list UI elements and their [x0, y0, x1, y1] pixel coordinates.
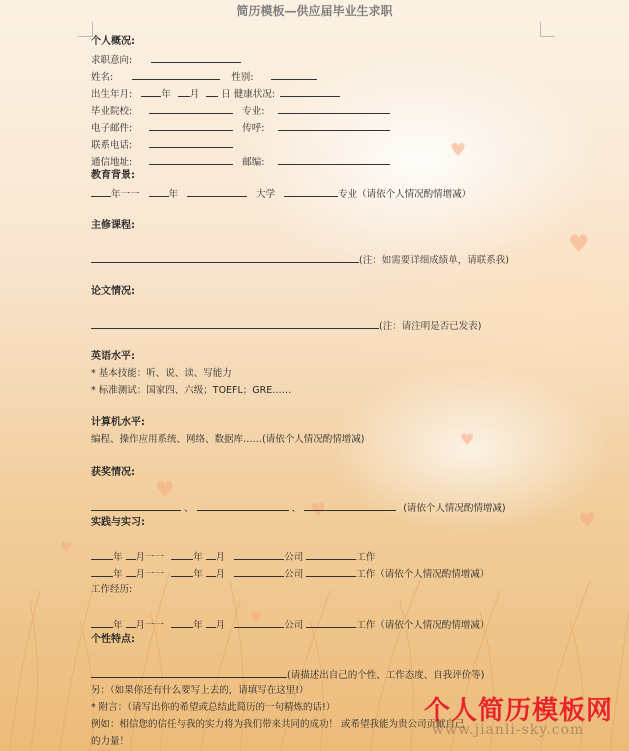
thesis-note: (注：请注明是否已发表) [379, 321, 482, 332]
english-skill-item: * 基本技能：听、说、读、写能力 [91, 368, 232, 379]
section-heading-traits: 个性特点: [91, 634, 135, 645]
brand-watermark: 个人简历模板网 [424, 696, 614, 726]
heart-decoration-icon: ♥ [310, 500, 327, 521]
name-row [91, 69, 317, 85]
objective-field[interactable] [151, 52, 241, 63]
section-heading-thesis: 论文情况: [91, 286, 135, 297]
work-note: 工作（请依个人情况酌情增减） [356, 620, 490, 631]
major-label: 专业: [242, 106, 265, 117]
practice-end-month-field[interactable] [206, 549, 216, 560]
example-text-1: 例如：相信您的信任与我的实力将为我们带来共同的成功！ 或希望我能为贵公司贡献自己 [91, 719, 465, 730]
phone-label: 联系电话: [91, 140, 133, 151]
heart-decoration-icon: ♥ [578, 508, 596, 532]
birth-month-field[interactable] [178, 86, 190, 97]
section-heading-awards: 获奖情况: [91, 467, 135, 478]
award-separator: 、 [184, 503, 194, 514]
month-label: 月 [215, 552, 226, 563]
education-row [91, 186, 471, 202]
university-field[interactable] [187, 186, 247, 197]
month-dash-label: 月一一 [135, 569, 165, 580]
address-row [91, 154, 390, 170]
heart-decoration-icon: ♥ [568, 230, 590, 258]
health-label: 健康状况: [233, 89, 276, 100]
work-label: 工作 [356, 552, 376, 563]
courses-field[interactable] [91, 252, 359, 263]
heart-decoration-icon: ♥ [250, 610, 263, 626]
practice-row [91, 566, 489, 582]
heart-decoration-icon: ♥ [60, 540, 73, 556]
heart-decoration-icon: ♥ [460, 430, 475, 449]
edu-major-field[interactable] [284, 186, 338, 197]
zip-label: 邮编: [242, 157, 265, 168]
section-heading-courses: 主修课程: [91, 220, 135, 231]
year-label: 年 [113, 569, 123, 580]
school-field[interactable] [149, 103, 233, 114]
year-label: 年 [113, 620, 123, 631]
work-experience-label: 工作经历: [91, 584, 133, 595]
company-field[interactable] [234, 566, 284, 577]
month-label: 月 [215, 569, 226, 580]
year-label: 年 [193, 620, 203, 631]
traits-note: (请描述出自己的个性、工作态度、自我评价等) [287, 670, 485, 681]
other-note: 另：（如果你还有什么要写上去的，请填写在这里!） [91, 685, 309, 696]
university-label: 大学 [256, 189, 276, 200]
edu-year-label: 年 [168, 189, 179, 200]
address-label: 通信地址: [91, 157, 133, 168]
edu-start-year-field[interactable] [91, 186, 111, 197]
year-label: 年 [113, 552, 123, 563]
birth-row [91, 86, 340, 102]
page-title: 简历模板—供应届毕业生求职 [236, 4, 393, 18]
thesis-row [91, 318, 481, 334]
brand-url-watermark: www.jianli-sky.com [432, 722, 585, 738]
objective-label: 求职意向: [91, 55, 133, 66]
zip-field[interactable] [278, 154, 390, 165]
company-label: 公司 [284, 569, 304, 580]
gender-label: 性别: [231, 72, 254, 83]
edu-end-year-field[interactable] [149, 186, 169, 197]
heart-decoration-icon: ♥ [450, 140, 467, 161]
practice-end-year-field[interactable] [171, 549, 193, 560]
section-heading-practice: 实践与实习: [91, 517, 145, 528]
edu-major-note: 专业（请依个人情况酌情增减） [338, 189, 472, 200]
award-field-2[interactable] [197, 500, 289, 511]
phone-field[interactable] [149, 137, 233, 148]
major-field[interactable] [278, 103, 390, 114]
awards-note: (请依个人情况酌情增减) [403, 503, 506, 514]
year-label: 年 [193, 552, 203, 563]
award-field-3[interactable] [304, 500, 396, 511]
margin-corner-mark [540, 22, 555, 37]
birth-year-field[interactable] [141, 86, 161, 97]
traits-row [91, 667, 484, 683]
practice-end-year-field[interactable] [171, 566, 193, 577]
pager-label: 传呼: [242, 123, 265, 134]
job-field[interactable] [306, 617, 356, 628]
company-field[interactable] [234, 549, 284, 560]
pager-field[interactable] [278, 120, 390, 131]
school-label: 毕业院校: [91, 106, 133, 117]
month-dash-label: 月一一 [135, 552, 165, 563]
practice-start-year-field[interactable] [91, 549, 113, 560]
practice-end-month-field[interactable] [206, 617, 216, 628]
traits-field[interactable] [91, 667, 287, 678]
english-test-item: * 标准测试：国家四、六级；TOEFL；GRE…… [91, 385, 292, 396]
courses-note: (注：如需要详细成绩单，请联系我) [359, 255, 509, 266]
email-field[interactable] [149, 120, 233, 131]
practice-row [91, 549, 375, 565]
gender-field[interactable] [271, 69, 317, 80]
birth-day-field[interactable] [206, 86, 218, 97]
month-label: 月 [189, 89, 200, 100]
practice-end-year-field[interactable] [171, 617, 193, 628]
name-field[interactable] [132, 69, 220, 80]
computer-text: 编程、操作应用系统、网络、数据库……(请依个人情况酌情增减) [91, 434, 365, 445]
section-heading-english: 英语水平: [91, 351, 135, 362]
email-row [91, 120, 390, 136]
practice-start-year-field[interactable] [91, 566, 113, 577]
objective-row [91, 52, 241, 68]
heart-decoration-icon: ♥ [155, 478, 175, 503]
email-label: 电子邮件: [91, 123, 133, 134]
practice-row [91, 617, 489, 633]
motto-note: * 附言：（请写出你的希望或总结此简历的一句精炼的话!） [91, 702, 336, 713]
edu-year-dash: 年一一 [111, 189, 140, 200]
health-field[interactable] [280, 86, 340, 97]
month-label: 月 [215, 620, 226, 631]
courses-row [91, 252, 509, 268]
phone-row [91, 137, 233, 153]
practice-start-month-field[interactable] [126, 549, 136, 560]
company-field[interactable] [234, 617, 284, 628]
company-label: 公司 [284, 552, 304, 563]
birth-label: 出生年月: [91, 89, 133, 100]
year-label: 年 [161, 89, 171, 100]
company-label: 公司 [284, 620, 304, 631]
section-heading-computer: 计算机水平: [91, 417, 145, 428]
school-row [91, 103, 390, 119]
practice-start-month-field[interactable] [126, 566, 136, 577]
practice-start-month-field[interactable] [126, 617, 136, 628]
practice-start-year-field[interactable] [91, 617, 113, 628]
awards-row [91, 500, 506, 516]
year-label: 年 [193, 569, 203, 580]
month-dash-label: 月一一 [135, 620, 165, 631]
address-field[interactable] [149, 154, 233, 165]
practice-end-month-field[interactable] [206, 566, 216, 577]
thesis-field[interactable] [91, 318, 379, 329]
day-label: 日 [221, 89, 231, 100]
section-heading-education: 教育背景: [91, 170, 135, 181]
work-note: 工作（请依个人情况酌情增减） [356, 569, 490, 580]
award-field-1[interactable] [91, 500, 181, 511]
job-field[interactable] [306, 566, 356, 577]
name-label: 姓名: [91, 72, 114, 83]
example-text-2: 的力量！ [91, 736, 130, 747]
award-separator: 、 [291, 503, 302, 514]
job-field[interactable] [306, 549, 356, 560]
section-heading-basic: 个人概况: [91, 36, 135, 47]
